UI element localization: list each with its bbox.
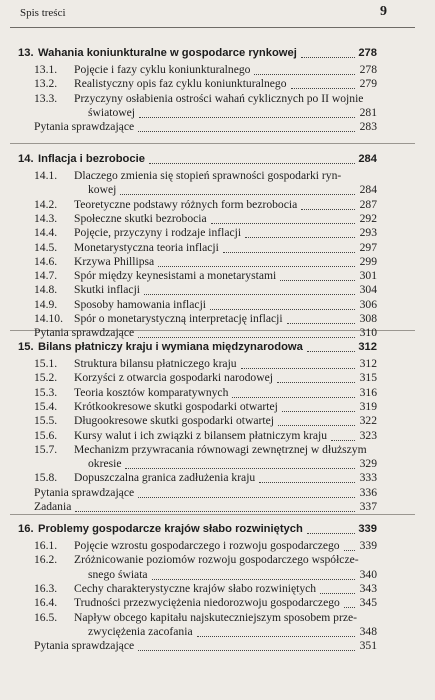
entry-page: 287 [359,197,377,211]
entry-number: 13.2. [34,77,58,91]
entry-page: 310 [359,326,377,340]
dot-leader [210,308,355,310]
entry-page: 299 [359,254,377,268]
dot-leader [301,56,355,58]
entry-title: Korzyści z otwarcia gospodarki narodowej [74,371,273,385]
entry-number: 14.6. [34,254,58,268]
entry-number: 15.7. [34,442,58,456]
entry-page: 279 [359,77,377,91]
entry-page: 297 [359,240,377,254]
entry-number: 14.8. [34,283,58,297]
entry-number: 14.5. [34,240,58,254]
dot-leader [223,251,355,253]
entry-number: 16.2. [34,553,58,567]
entry-number: 15.3. [34,385,58,399]
dot-leader [277,381,355,383]
dot-leader [280,279,355,281]
entry-title: Spór o monetarystyczną interpretację inflacji [74,312,283,325]
entry-number: 14.3. [34,211,58,225]
dot-leader [307,532,355,534]
page-number: 9 [380,4,387,19]
entry-title: Mechanizm przywracania równowagi zewnętrznej w dłuższym [74,442,367,456]
chapter-separator [10,143,415,144]
entry-page: 333 [359,471,377,485]
dot-leader [149,162,355,164]
entry-title: Cechy charakterystyczne krajów słabo rozwiniętych [74,581,317,595]
page-header [8,4,427,22]
entry-page: 308 [359,312,377,325]
dot-leader [144,293,355,295]
chapter-number: 14. [18,153,34,165]
entry-page: 284 [359,183,377,197]
entry-title: Pytania sprawdzające [34,639,135,653]
dot-leader [158,265,355,267]
chapter-number: 15. [18,341,34,353]
entry-title: Zróżnicowanie poziomów rozwoju gospodarczego współcze- [74,553,359,567]
entry-number: 13.3. [34,91,58,105]
entry-title: Dopuszczalna granica zadłużenia kraju [74,471,256,485]
entry-number: 16.4. [34,596,58,610]
entry-number: 14.10. [34,312,63,325]
entry-page: 348 [359,624,377,638]
entry-title: Przyczyny osłabienia ostrości wahań cyklicznych po II wojnie [74,91,364,105]
dot-leader [232,396,355,398]
chapter-title: Problemy gospodarcze krajów słabo rozwiniętych [38,523,303,535]
entry-number: 16.1. [34,539,58,552]
dot-leader [291,87,355,89]
entry-page: 278 [359,63,377,76]
entry-title: Społeczne skutki bezrobocia [74,211,207,225]
entry-page: 345 [359,596,377,610]
entry-title: światowej [88,105,136,119]
dot-leader [282,410,355,412]
dot-leader [331,439,355,441]
entry-title: Napływ obcego kapitału najskuteczniejszym sposobem prze- [74,610,357,624]
entry-title: Trudności przezwyciężenia niedorozwoju gospodarczego [74,596,340,610]
dot-leader [241,367,355,369]
dot-leader [125,467,355,469]
chapter-title: Inflacja i bezrobocie [38,153,145,165]
entry-page: 304 [359,283,377,297]
entry-title: Długookresowe skutki gospodarki otwartej [74,414,274,428]
entry-number: 16.3. [34,581,58,595]
entry-page: 283 [359,120,377,134]
entry-page: 322 [359,414,377,428]
entry-number: 14.9. [34,297,58,311]
dot-leader [287,322,355,324]
entry-title: Pojęcie wzrostu gospodarczego i rozwoju gospodarczego [74,539,340,552]
entry-title: snego świata [88,567,148,581]
entry-number: 14.4. [34,226,58,240]
chapter-page: 278 [358,47,377,59]
dot-leader [307,350,355,352]
dot-leader [138,496,355,498]
entry-number: 16.5. [34,610,58,624]
entry-number: 14.7. [34,269,58,283]
entry-title: Zadania [34,500,72,513]
chapter-number: 16. [18,523,34,535]
entry-number: 15.5. [34,414,58,428]
entry-page: 281 [359,105,377,119]
entry-title: Teoretyczne podstawy różnych form bezrobocia [74,197,298,211]
entry-page: 339 [359,539,377,552]
entry-page: 292 [359,211,377,225]
entry-title: Kursy walut i ich związki z bilansem płatniczym kraju [74,428,328,442]
chapter-title: Bilans płatniczy kraju i wymiana międzynarodowa [38,341,303,353]
entry-page: 306 [359,297,377,311]
dot-leader [120,193,355,195]
entry-title: Pytania sprawdzające [34,326,135,340]
dot-leader [197,635,355,637]
chapter-page: 312 [358,341,377,353]
chapter-number: 13. [18,47,34,59]
entry-page: 315 [359,371,377,385]
entry-number: 15.2. [34,371,58,385]
entry-title: Pytania sprawdzające [34,120,135,134]
dot-leader [301,208,355,210]
entry-title: Skutki inflacji [74,283,141,297]
entry-number: 15.6. [34,428,58,442]
entry-number: 15.4. [34,399,58,413]
dot-leader [138,336,355,338]
dot-leader [344,606,355,608]
entry-page: 301 [359,269,377,283]
dot-leader [259,481,355,483]
entry-title: kowej [88,183,117,197]
dot-leader [245,236,355,238]
entry-page: 319 [359,399,377,413]
entry-title: Teoria kosztów komparatywnych [74,385,229,399]
entry-page: 312 [359,357,377,370]
entry-page: 323 [359,428,377,442]
dot-leader [138,130,355,132]
entry-page: 316 [359,385,377,399]
dot-leader [211,222,355,224]
entry-title: Pojęcie, przyczyny i rodzaje inflacji [74,226,242,240]
entry-page: 337 [359,500,377,513]
dot-leader [139,116,355,118]
dot-leader [278,424,355,426]
entry-number: 14.2. [34,197,58,211]
entry-number: 13.1. [34,63,58,76]
entry-title: Sposoby hamowania inflacji [74,297,207,311]
dot-leader [344,549,355,551]
entry-title: Pojęcie i fazy cyklu koniunkturalnego [74,63,251,76]
entry-number: 15.1. [34,357,58,370]
entry-title: Spór między keynesistami a monetarystami [74,269,277,283]
dot-leader [75,510,355,512]
entry-title: Realistyczny opis faz cyklu koniunkturalnego [74,77,287,91]
dot-leader [320,592,355,594]
entry-number: 14.1. [34,169,58,182]
entry-title: okresie [88,457,122,471]
entry-number: 15.8. [34,471,58,485]
chapter-page: 339 [358,523,377,535]
entry-title: Monetarystyczna teoria inflacji [74,240,219,254]
entry-title: Dlaczego zmienia się stopień sprawności gospodarki ryn- [74,169,342,182]
entry-page: 340 [359,567,377,581]
entry-title: Krzywa Phillipsa [74,254,155,268]
entry-page: 351 [359,639,377,653]
dot-leader [138,649,355,651]
chapter-separator [10,514,415,515]
entry-page: 336 [359,485,377,499]
entry-page: 293 [359,226,377,240]
entry-page: 329 [359,457,377,471]
chapter-title: Wahania koniunkturalne w gospodarce rynkowej [38,47,297,59]
running-head: Spis treści [20,7,66,19]
header-rule [10,27,415,28]
entry-title: Struktura bilansu płatniczego kraju [74,357,237,370]
entry-title: Pytania sprawdzające [34,485,135,499]
chapter-page: 284 [358,153,377,165]
dot-leader [254,73,355,75]
dot-leader [152,578,355,580]
entry-title: Krótkookresowe skutki gospodarki otwartej [74,399,278,413]
entry-title: zwyciężenia zacofania [88,624,193,638]
entry-page: 343 [359,581,377,595]
